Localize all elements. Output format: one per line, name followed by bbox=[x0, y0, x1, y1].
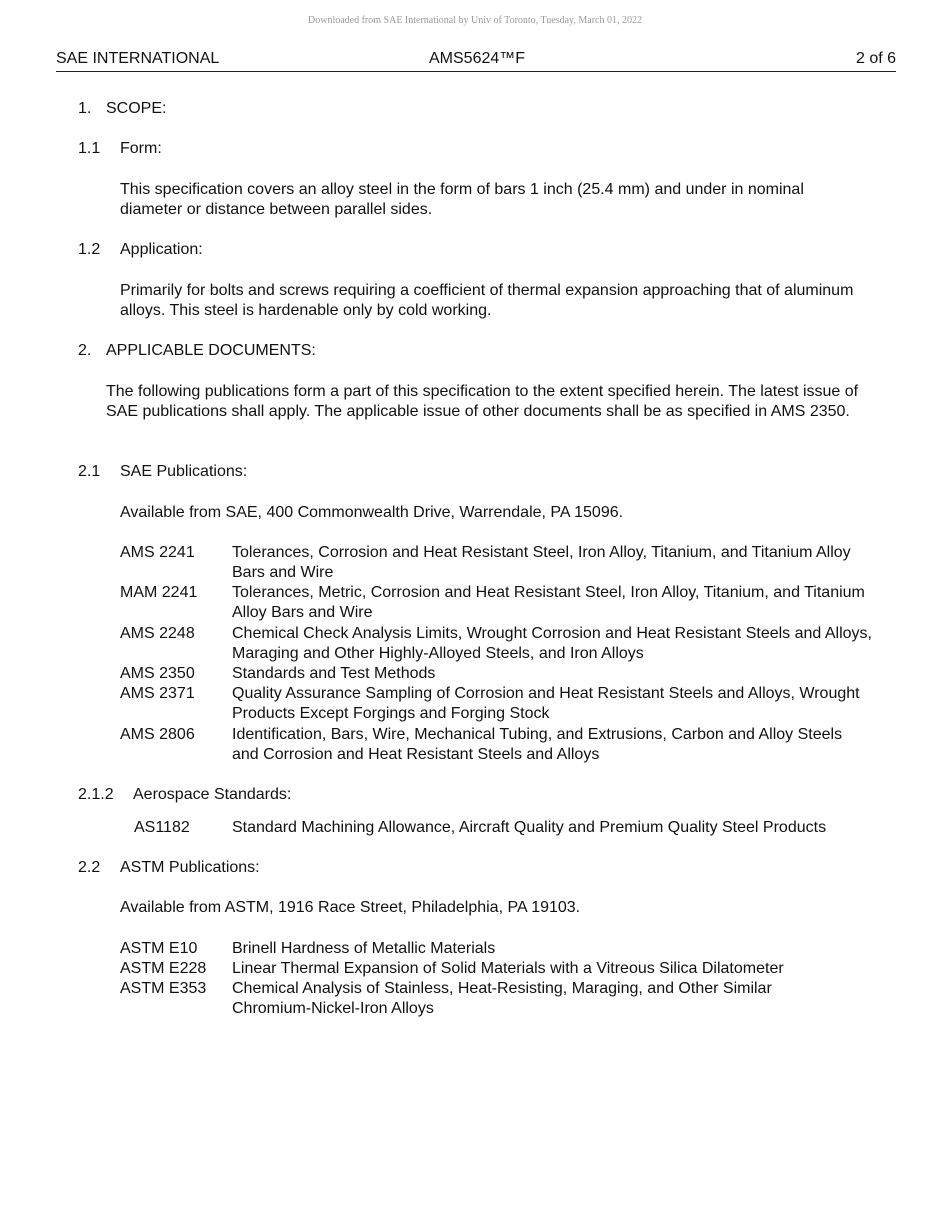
reference-code: ASTM E353 bbox=[120, 980, 207, 997]
reference-title: Chemical Check Analysis Limits, Wrought Corrosion and Heat Resistant Steels and Alloys, Maraging and Other Highly-Alloyed Steels, and Iron Alloys bbox=[232, 625, 872, 662]
section-2-title: APPLICABLE DOCUMENTS: bbox=[106, 342, 316, 359]
reference-title: Chemical Analysis of Stainless, Heat-Resisting, Maraging, and Other Similar Chromium-Nickel-Iron Alloys bbox=[232, 980, 772, 1017]
reference-code: AMS 2371 bbox=[120, 685, 195, 702]
header-page-number: 2 of 6 bbox=[855, 50, 896, 67]
reference-title: Standard Machining Allowance, Aircraft Quality and Premium Quality Steel Products bbox=[232, 819, 827, 836]
reference-code: ASTM E10 bbox=[120, 940, 198, 957]
reference-code: AMS 2350 bbox=[120, 665, 195, 682]
reference-title: Standards and Test Methods bbox=[232, 665, 436, 682]
section-2-1-number: 2.1 bbox=[78, 463, 101, 480]
section-1-2-title: Application: bbox=[120, 241, 203, 258]
section-2-1-title: SAE Publications: bbox=[120, 463, 248, 480]
reference-title: Quality Assurance Sampling of Corrosion and Heat Resistant Steels and Alloys, Wrought Products Except Forgings and Forging Stock bbox=[232, 685, 860, 722]
section-1-2-body: Primarily for bolts and screws requiring a coefficient of thermal expansion approaching that of aluminum alloys. This steel is hardenable only by cold working. bbox=[120, 282, 854, 319]
header-document-id: AMS5624™F bbox=[429, 50, 526, 67]
section-2-1-2-title: Aerospace Standards: bbox=[133, 786, 292, 803]
reference-title: Brinell Hardness of Metallic Materials bbox=[232, 940, 496, 957]
download-watermark: Downloaded from SAE International by Univ of Toronto, Tuesday, March 01, 2022 bbox=[308, 15, 642, 26]
section-1-1-number: 1.1 bbox=[78, 140, 101, 157]
reference-code: AMS 2806 bbox=[120, 726, 195, 743]
section-2-1-address: Available from SAE, 400 Commonwealth Drive, Warrendale, PA 15096. bbox=[120, 504, 624, 521]
reference-code: AS1182 bbox=[134, 819, 190, 836]
reference-code: AMS 2248 bbox=[120, 625, 195, 642]
section-1-title: SCOPE: bbox=[106, 100, 167, 117]
reference-title: Identification, Bars, Wire, Mechanical Tubing, and Extrusions, Carbon and Alloy Steels and Corrosion and Heat Resistant Steels and Alloys bbox=[232, 726, 843, 763]
reference-title: Tolerances, Corrosion and Heat Resistant Steel, Iron Alloy, Titanium, and Titanium Alloy Bars and Wire bbox=[232, 544, 851, 581]
section-2-1-2-number: 2.1.2 bbox=[78, 786, 114, 803]
reference-code: AMS 2241 bbox=[120, 544, 195, 561]
reference-code: MAM 2241 bbox=[120, 584, 198, 601]
section-2-2-address: Available from ASTM, 1916 Race Street, Philadelphia, PA 19103. bbox=[120, 899, 581, 916]
reference-code: ASTM E228 bbox=[120, 960, 207, 977]
section-1-1-title: Form: bbox=[120, 140, 162, 157]
section-2-2-number: 2.2 bbox=[78, 859, 101, 876]
header-organization: SAE INTERNATIONAL bbox=[56, 50, 220, 67]
section-1-2-number: 1.2 bbox=[78, 241, 101, 258]
section-1-number: 1. bbox=[78, 100, 92, 117]
section-2-number: 2. bbox=[78, 342, 92, 359]
section-2-2-title: ASTM Publications: bbox=[120, 859, 260, 876]
page-header bbox=[56, 49, 896, 69]
header-rule bbox=[56, 71, 896, 72]
section-1-1-body: This specification covers an alloy steel in the form of bars 1 inch (25.4 mm) and under in nominal diameter or distance between parallel sides. bbox=[120, 181, 804, 218]
section-2-body: The following publications form a part of this specification to the extent specified herein. The latest issue of SAE publications shall apply. The applicable issue of other documents shall be as specified in AMS 2350. bbox=[106, 383, 859, 420]
reference-title: Linear Thermal Expansion of Solid Materials with a Vitreous Silica Dilatometer bbox=[232, 960, 784, 977]
reference-title: Tolerances, Metric, Corrosion and Heat Resistant Steel, Iron Alloy, Titanium, and Titanium Alloy Bars and Wire bbox=[232, 584, 865, 621]
